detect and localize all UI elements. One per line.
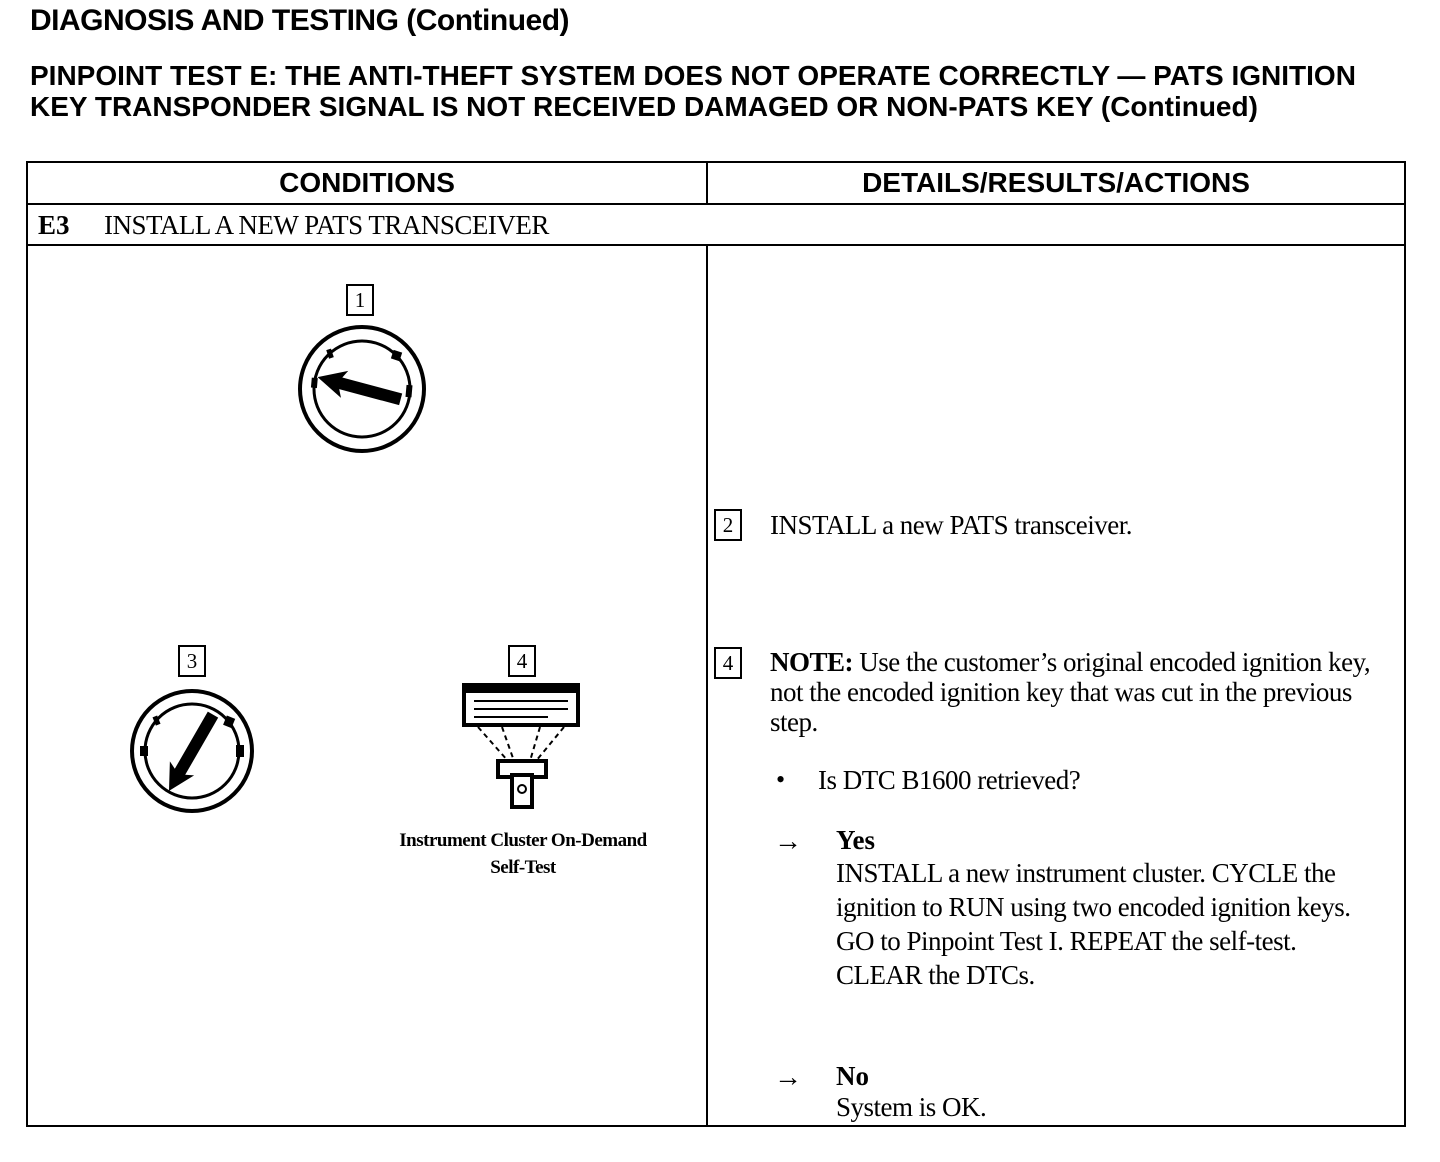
yes-action-text: INSTALL a new instrument cluster. CYCLE the ignition to RUN using two encoded ignition keys. GO to Pinpoint Test I. REPEAT the self-test. CLEAR the DTCs. xyxy=(836,858,1351,990)
no-action-text: System is OK. xyxy=(836,1092,987,1122)
page-heading: DIAGNOSIS AND TESTING (Continued) xyxy=(30,4,570,37)
pinpoint-test-title: PINPOINT TEST E: THE ANTI-THEFT SYSTEM DOES NOT OPERATE CORRECTLY — PATS IGNITION KEY TRANSPONDER SIGNAL IS NOT RECEIVED DAMAGED OR NON-PATS KEY (Continued) xyxy=(30,60,1356,122)
details-column-header: DETAILS/RESULTS/ACTIONS xyxy=(862,167,1250,198)
step-id: E3 xyxy=(38,210,70,240)
bullet-icon: • xyxy=(776,765,786,794)
no-label: No xyxy=(836,1061,869,1091)
yes-arrow-icon: → xyxy=(774,826,802,857)
yes-label: Yes xyxy=(836,825,875,855)
callout-2: 2 xyxy=(714,509,742,541)
callout-4-conditions: 4 xyxy=(508,645,536,677)
pinpoint-table xyxy=(26,161,1406,1127)
callout-3: 3 xyxy=(178,645,206,677)
instrument-cluster-icon xyxy=(464,685,578,807)
question-text: Is DTC B1600 retrieved? xyxy=(818,765,1081,795)
note-label: NOTE: xyxy=(770,647,854,677)
caption-line-1: Instrument Cluster On-Demand xyxy=(399,830,647,851)
step-title: INSTALL A NEW PATS TRANSCEIVER xyxy=(104,210,549,240)
callout-4-details: 4 xyxy=(714,647,742,679)
step-4-note xyxy=(770,647,1400,737)
note-text: Use the customer’s original encoded ignition key, not the encoded ignition key that was cut in the previous step. xyxy=(770,647,1371,737)
body-column-divider xyxy=(706,246,708,1125)
step-2-action: INSTALL a new PATS transceiver. xyxy=(770,510,1133,540)
ignition-switch-run-icon xyxy=(132,691,252,811)
no-arrow-icon: → xyxy=(774,1062,802,1093)
conditions-column-header: CONDITIONS xyxy=(279,167,455,198)
caption-line-2: Self-Test xyxy=(490,857,556,878)
illustration-caption xyxy=(378,827,668,881)
callout-1: 1 xyxy=(346,284,374,316)
ignition-switch-off-icon xyxy=(300,327,424,451)
